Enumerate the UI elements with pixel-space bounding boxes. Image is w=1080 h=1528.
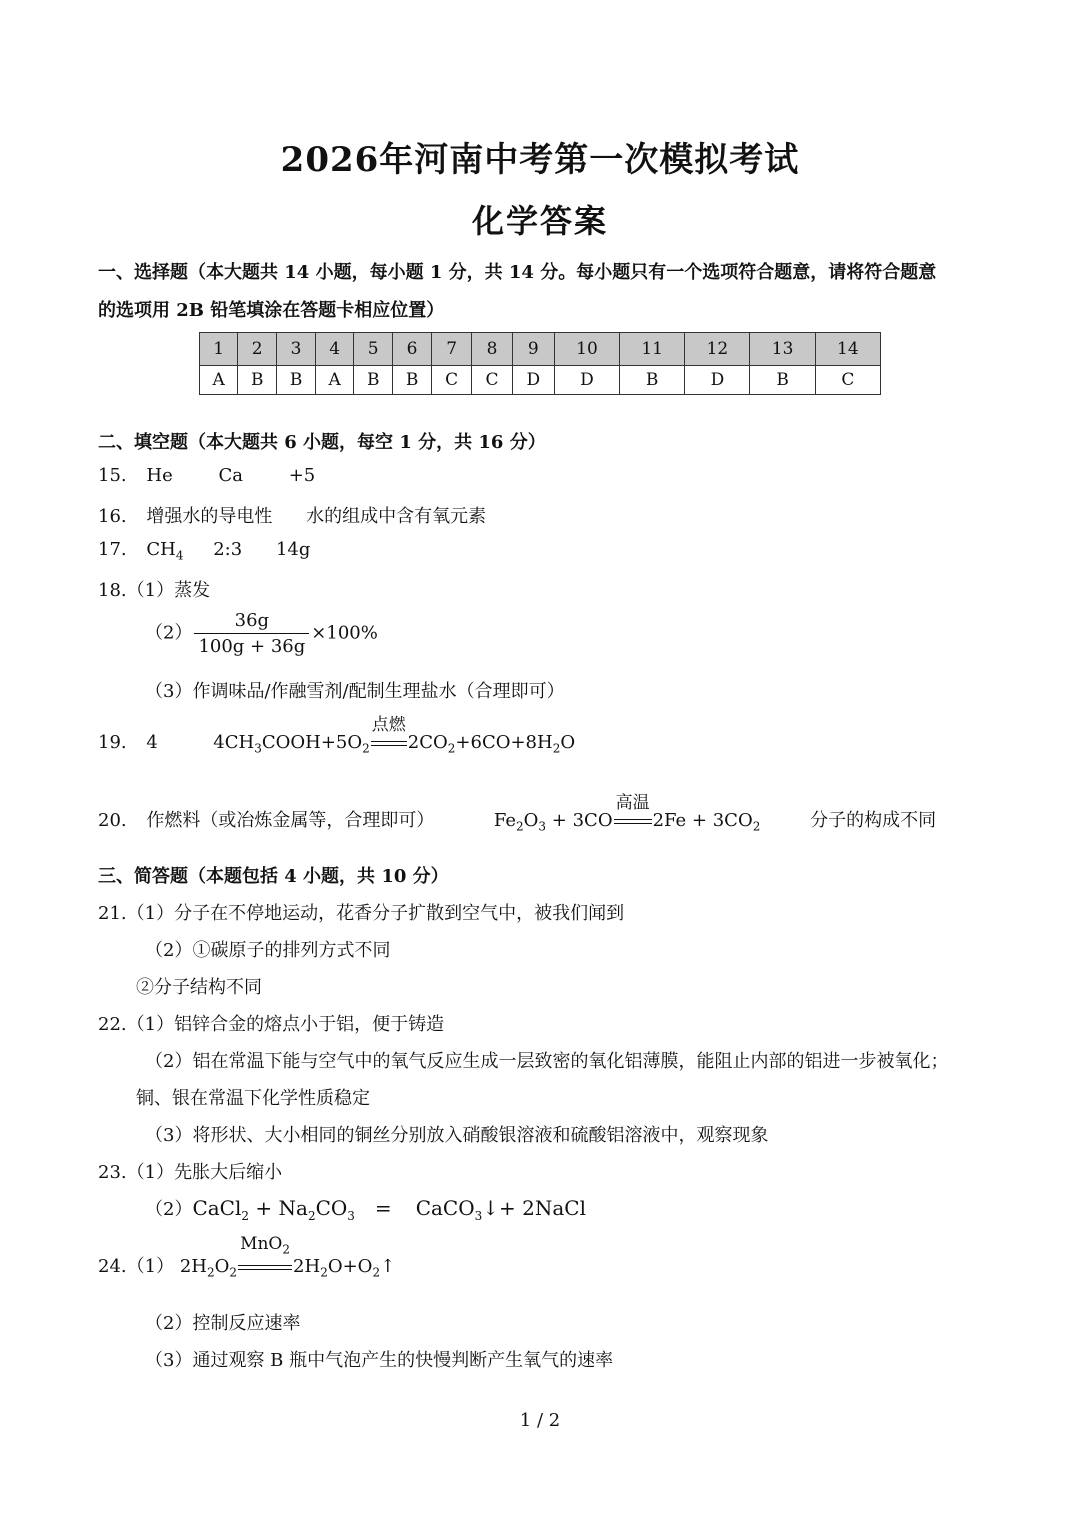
question-number-cell: 11 <box>620 333 685 366</box>
q21-part1: （1）分子在不停地运动，花香分子扩散到空气中，被我们闻到 <box>126 903 625 924</box>
q15-answer-1: He <box>146 465 173 486</box>
answer-cell: D <box>512 366 554 395</box>
answer-cell: C <box>815 366 880 395</box>
q20-answer-3: 分子的构成不同 <box>810 810 937 831</box>
q22-line-1 <box>98 1010 444 1036</box>
page-number: 1 / 2 <box>519 1410 561 1431</box>
question-number-cell: 8 <box>472 333 512 366</box>
q24-line-2: （2）控制反应速率 <box>145 1313 301 1334</box>
question-number-cell: 2 <box>238 333 277 366</box>
answer-cell: C <box>432 366 472 395</box>
exam-subtitle: 化学答案 <box>471 202 608 240</box>
question-number-cell: 6 <box>393 333 432 366</box>
question-number-row <box>200 333 881 366</box>
question-number-cell: 9 <box>512 333 554 366</box>
q20-equation: $Fe_2O_3 + 3CO$ 高温 $2Fe + 3CO_2$ <box>493 793 761 834</box>
q21-number: 21. <box>98 903 127 924</box>
q20-line <box>98 793 937 834</box>
reaction-condition: 点燃 <box>371 732 407 753</box>
answer-cell: B <box>620 366 685 395</box>
question-number-cell: 1 <box>200 333 238 366</box>
answer-cell: B <box>750 366 815 395</box>
q18-line-1 <box>98 576 210 602</box>
q18-part2-label: （2） <box>145 622 193 644</box>
q23-line-1 <box>98 1158 282 1184</box>
q19-answer-1: 4 <box>146 732 158 753</box>
answer-cell: D <box>554 366 619 395</box>
answer-cell: B <box>277 366 316 395</box>
q17-number: 17. <box>98 539 127 560</box>
q20-answer-1: 作燃料（或冶炼金属等，合理即可） <box>146 810 435 831</box>
q16-number: 16. <box>98 506 127 527</box>
q17-answer-3: 14g <box>275 539 311 560</box>
q17-answer-2: 2:3 <box>213 539 243 560</box>
section3-heading: 三、简答题（本题包括 4 小题，共 10 分） <box>98 866 449 887</box>
reaction-condition: 高温 <box>614 810 652 831</box>
answer-row <box>200 366 881 395</box>
q17-answer-1: $CH_4$ <box>146 539 184 563</box>
question-number-cell: 3 <box>277 333 316 366</box>
q24-line-1 <box>98 1234 396 1280</box>
q16-answer-2: 水的组成中含有氧元素 <box>306 506 487 527</box>
choice-answer-table <box>199 332 881 395</box>
reaction-condition: MnO$_2$ <box>238 1256 292 1277</box>
q24-number: 24. <box>98 1256 127 1277</box>
q18-percent: ×100% <box>311 622 378 644</box>
q23-line-2 <box>145 1195 586 1223</box>
q22-line-3: 铜、银在常温下化学性质稳定 <box>136 1088 370 1109</box>
q16-answer-1: 增强水的导电性 <box>146 506 273 527</box>
question-number-cell: 12 <box>685 333 750 366</box>
q17-line <box>98 539 310 563</box>
question-number-cell: 5 <box>354 333 393 366</box>
q15-answer-2: Ca <box>218 465 243 486</box>
q20-number: 20. <box>98 810 127 831</box>
q24-part1-label: （1） <box>126 1256 175 1277</box>
q15-answer-3: +5 <box>288 465 316 486</box>
q23-equation: CaCl$_2$ + $Na_2CO_3$ = CaCO$_3$↓+ 2NaCl <box>192 1196 586 1223</box>
q18-line-2 <box>145 610 378 657</box>
exam-title: 2026年河南中考第一次模拟考试 <box>280 140 800 180</box>
q24-equation: $2H_2O_2$ MnO$_2$ $2H_2O+O_2↑$ <box>179 1234 396 1280</box>
q22-number: 22. <box>98 1014 127 1035</box>
answer-cell: B <box>238 366 277 395</box>
question-number-cell: 13 <box>750 333 815 366</box>
answer-cell: A <box>316 366 354 395</box>
q21-line-2: （2）①碳原子的排列方式不同 <box>145 940 391 961</box>
q15-number: 15. <box>98 465 127 486</box>
q15-line <box>98 465 315 486</box>
q22-line-4: （3）将形状、大小相同的铜丝分别放入硝酸银溶液和硫酸铝溶液中，观察现象 <box>145 1125 769 1146</box>
q19-line <box>98 715 576 756</box>
answer-cell: B <box>354 366 393 395</box>
q18-part1: （1）蒸发 <box>126 580 211 601</box>
q22-line-2: （2）铝在常温下能与空气中的氧气反应生成一层致密的氧化铝薄膜，能阻止内部的铝进一步被氧化； <box>145 1051 949 1072</box>
q23-part1: （1）先胀大后缩小 <box>126 1162 283 1183</box>
q19-number: 19. <box>98 732 127 753</box>
answer-cell: B <box>393 366 432 395</box>
section1-heading-line2: 的选项用 2B 铅笔填涂在答题卡相应位置） <box>98 300 445 321</box>
q23-number: 23. <box>98 1162 127 1183</box>
question-number-cell: 4 <box>316 333 354 366</box>
q18-line-3: （3）作调味品/作融雪剂/配制生理盐水（合理即可） <box>145 681 565 702</box>
question-number-cell: 14 <box>815 333 880 366</box>
q23-part2-label: （2） <box>145 1199 193 1220</box>
q22-part1: （1）铝锌合金的熔点小于铝，便于铸造 <box>126 1014 445 1035</box>
answer-cell: D <box>685 366 750 395</box>
q18-number: 18. <box>98 580 127 601</box>
answer-cell: C <box>472 366 512 395</box>
answer-cell: A <box>200 366 238 395</box>
section1-heading-line1: 一、选择题（本大题共 14 小题，每小题 1 分，共 14 分。每小题只有一个选项符合题意，请将符合题意 <box>98 262 937 283</box>
question-number-cell: 10 <box>554 333 619 366</box>
q21-line-1 <box>98 899 624 925</box>
q24-line-3: （3）通过观察 B 瓶中气泡产生的快慢判断产生氧气的速率 <box>145 1350 614 1371</box>
fraction-numerator: 36g <box>194 610 309 634</box>
section2-heading: 二、填空题（本大题共 6 小题，每空 1 分，共 16 分） <box>98 432 546 453</box>
q19-equation: $4CH_3COOH+5O_2$ 点燃 $2CO_2+6CO+8H_2O$ <box>213 715 576 756</box>
q21-line-3: ②分子结构不同 <box>136 977 262 998</box>
q18-fraction <box>194 610 309 657</box>
question-number-cell: 7 <box>432 333 472 366</box>
q16-line <box>98 502 486 528</box>
fraction-denominator: 100g + 36g <box>198 636 306 657</box>
